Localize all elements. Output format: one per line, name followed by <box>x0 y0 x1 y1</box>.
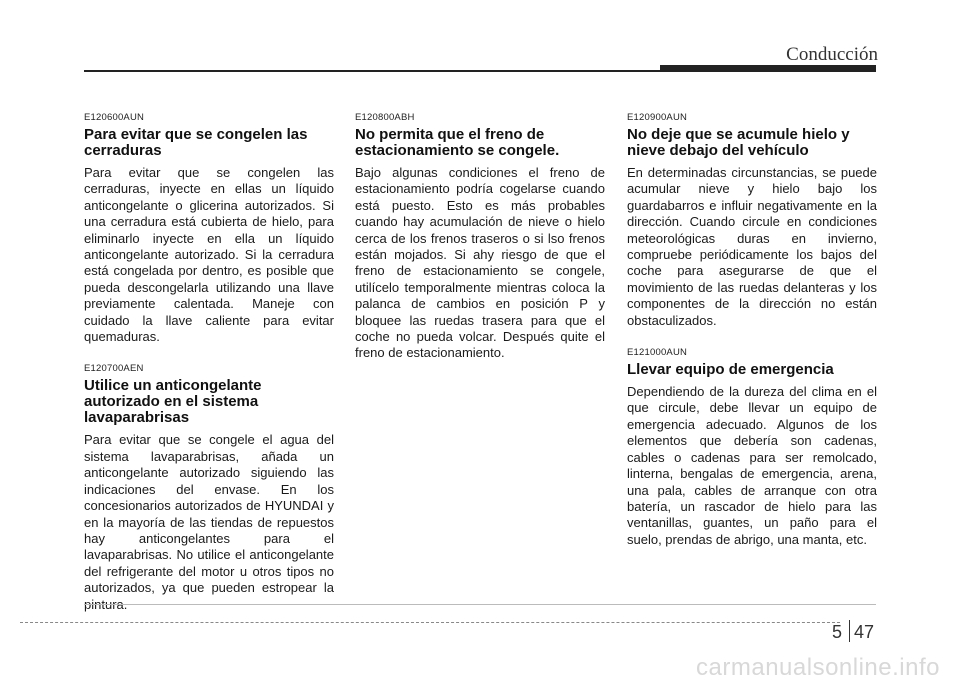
section-ice-under-vehicle <box>627 112 877 329</box>
section-washer-antifreeze <box>84 363 334 612</box>
header-rule <box>84 70 660 72</box>
section-heading: Utilice un anticongelante autorizado en el sistema lavaparabrisas <box>84 377 262 427</box>
chapter-number: 5 <box>832 622 843 642</box>
page-number: 47 <box>854 622 875 642</box>
section-body: Para evitar que se congele el agua del sistema lavaparabrisas, añada un anticongelante autorizado siguiendo las indicaciones del envase. En los concesionarios autorizados de HYUNDAI y en la mayoría de las tiendas de repuestos hay anticongelantes para el lavaparabrisas. No utilice el anticongelante del refrigerante del motor u otros tipos no autorizados, ya que pueden estropear la pintura. <box>84 432 334 612</box>
column-3 <box>627 112 877 548</box>
column-2 <box>355 112 605 362</box>
column-1 <box>84 112 334 613</box>
section-body: Bajo algunas condiciones el freno de estacionamiento podría cogelarse cuando está puesto. Esto es más probables cuando hay acumulación de nieve o hielo cerca de los frenos traseros o si lso frenos están mojados. Si ahy riesgo de que el freno de estacionamiento se congele, utilícelo temporalmente mientras coloca la palanca de cambios en posición P y bloquee las ruedas trasera para que el coche no pueda volcar. Después quite el freno de estacionamiento. <box>355 165 605 361</box>
section-parking-brake <box>355 112 605 362</box>
watermark: carmanualsonline.info <box>696 654 940 681</box>
section-heading: No deje que se acumule hielo y nieve debajo del vehículo <box>627 126 850 159</box>
section-code: E121000AUN <box>627 347 688 359</box>
section-body: Para evitar que se congelen las cerraduras, inyecte en ellas un líquido anticongelante o glicerina autorizados. Si una cerradura está cubierta de hielo, para eliminarlo inyecte en ella un líquido anticongelante autorizado. Si la cerradura está congelada por dentro, es posible que pueda descongelarla utilizando una llave previamente calentada. Maneje con cuidado la llave caliente para evitar quemaduras. <box>84 165 334 345</box>
section-emergency-equipment <box>627 347 877 548</box>
page-header-title: Conducción <box>786 44 878 65</box>
header-rule-accent <box>660 65 876 72</box>
section-body: En determinadas circunstancias, se puede acumular nieve y hielo bajo los guardabarros e influir negativamente en la dirección. Cuando circule en condiciones meteorológicas duras en invierno, compruebe periódicamente los bajos del coche para asegurarse de que el movimiento de las ruedas delanteras y los componentes de la dirección no están obstaculizados. <box>627 165 877 328</box>
section-heading: No permita que el freno de estacionamiento se congele. <box>355 126 560 159</box>
footer-dashed-line <box>20 622 840 623</box>
section-code: E120600AUN <box>84 112 145 123</box>
section-body: Dependiendo de la dureza del clima en el que circule, debe llevar un equipo de emergencia adecuado. Algunos de los elementos que debería son cadenas, cables o cadenas para ser remolcado, linterna, bengalas de emergencia, arena, una pala, cables de arranque con otra batería, un rascador de hielo para las ventanillas, guantes, un paño para el suelo, prendas de abrigo, una manta, etc. <box>627 384 877 547</box>
section-locks <box>84 112 334 345</box>
section-heading: Llevar equipo de emergencia <box>627 361 834 379</box>
footer-rule <box>84 604 876 605</box>
section-heading: Para evitar que se congelen las cerraduras <box>84 126 308 159</box>
page-number-divider <box>849 620 850 642</box>
section-code: E120800ABH <box>355 112 415 123</box>
section-code: E120900AUN <box>627 112 688 123</box>
section-code: E120700AEN <box>84 363 144 375</box>
